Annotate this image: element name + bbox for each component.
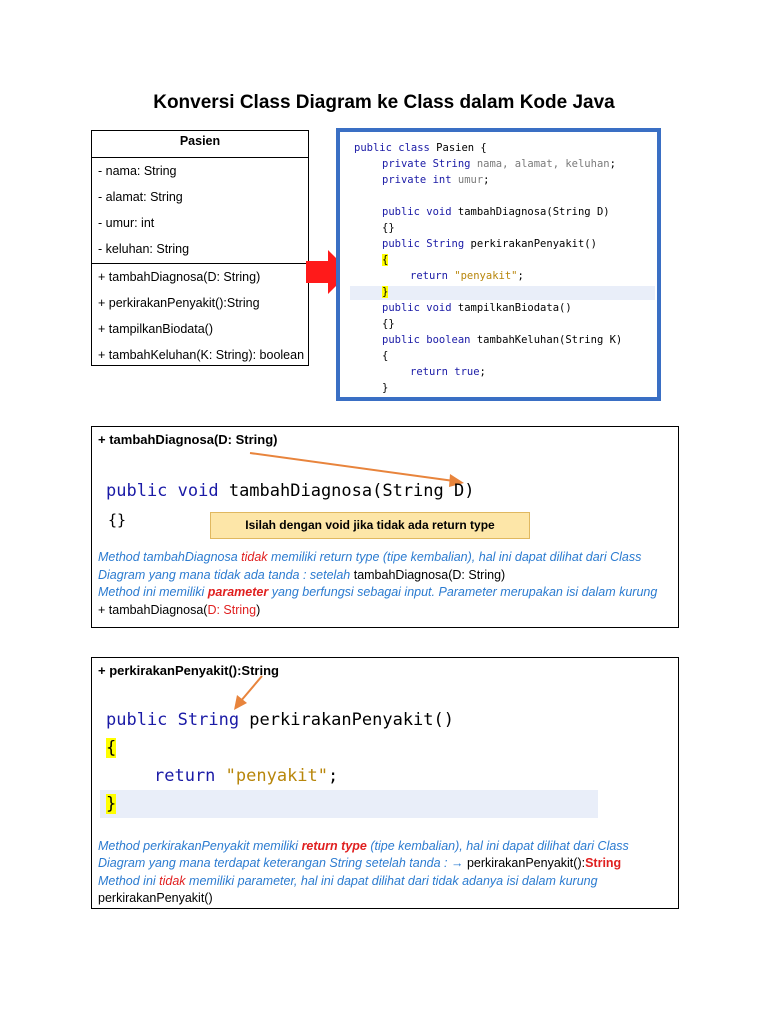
description-line: Diagram yang mana terdapat keterangan String setelah tanda : → perkirakanPenyakit():String [98, 856, 622, 870]
orange-arrow-icon [230, 672, 270, 714]
code-line: {} [382, 318, 395, 330]
description-line: + tambahDiagnosa(D: String) [98, 603, 261, 617]
uml-attribute: - nama: String [98, 164, 177, 178]
code-line: { [382, 350, 389, 362]
uml-operation: + tambahKeluhan(K: String): boolean [98, 348, 305, 362]
code-line: public String perkirakanPenyakit() [382, 238, 597, 250]
code-line: private String nama, alamat, keluhan; [382, 158, 616, 170]
code-line: public boolean tambahKeluhan(String K) [382, 334, 623, 346]
explanation-panel-perkirakanpenyakit [91, 657, 679, 909]
uml-class-box [91, 130, 309, 366]
panel-heading: + perkirakanPenyakit():String [98, 663, 279, 678]
code-snippet: public void tambahDiagnosa(String D) [106, 481, 475, 501]
explanation-panel-tambahdiagnosa [91, 426, 679, 628]
code-line: } [382, 382, 389, 394]
current-line-highlight [350, 286, 655, 300]
uml-attribute: - alamat: String [98, 190, 183, 204]
panel-heading: + tambahDiagnosa(D: String) [98, 432, 278, 447]
code-snippet-close-brace: } [106, 794, 117, 814]
code-line: public void tampilkanBiodata() [382, 302, 572, 314]
uml-class-name: Pasien [92, 131, 308, 158]
page-title: Konversi Class Diagram ke Class dalam Kode Java [153, 92, 615, 113]
callout-note: Isilah dengan void jika tidak ada return type [210, 512, 530, 539]
code-snippet-return: return "penyakit"; [154, 766, 339, 786]
code-snippet-open-brace: { [106, 738, 117, 758]
description-line: Method tambahDiagnosa tidak memiliki return type (tipe kembalian), hal ini dapat dilihat dari Class [98, 550, 642, 564]
uml-operation: + tambahDiagnosa(D: String) [98, 270, 261, 284]
uml-operations [92, 264, 308, 368]
code-line: return true; [410, 366, 486, 378]
description-line: Method perkirakanPenyakit memiliki return type (tipe kembalian), hal ini dapat dilihat dari Class [98, 839, 629, 853]
description-line: Diagram yang mana tidak ada tanda : setelah tambahDiagnosa(D: String) [98, 568, 506, 582]
code-screenshot [336, 128, 661, 401]
code-snippet-braces: {} [108, 511, 127, 529]
description-line: Method ini tidak memiliki parameter, hal ini dapat dilihat dari tidak adanya isi dalam kurung [98, 874, 598, 888]
description-line: Method ini memiliki parameter yang berfungsi sebagai input. Parameter merupakan isi dalam kurung [98, 585, 658, 599]
code-line: } [382, 286, 389, 298]
code-editor [340, 132, 657, 397]
code-line: public class Pasien { [354, 142, 487, 154]
code-snippet: public String perkirakanPenyakit() [106, 710, 454, 730]
current-line-highlight [100, 790, 598, 818]
code-line: { [382, 254, 389, 266]
uml-attribute: - umur: int [98, 216, 155, 230]
code-line: {} [382, 222, 395, 234]
uml-attribute: - keluhan: String [98, 242, 190, 256]
uml-operation: + tampilkanBiodata() [98, 322, 213, 336]
uml-attributes [92, 158, 308, 264]
code-line: return "penyakit"; [410, 270, 524, 282]
code-line: public void tambahDiagnosa(String D) [382, 206, 610, 218]
description-line: perkirakanPenyakit() [98, 891, 213, 905]
uml-operation: + perkirakanPenyakit():String [98, 296, 260, 310]
code-line: private int umur; [382, 174, 490, 186]
